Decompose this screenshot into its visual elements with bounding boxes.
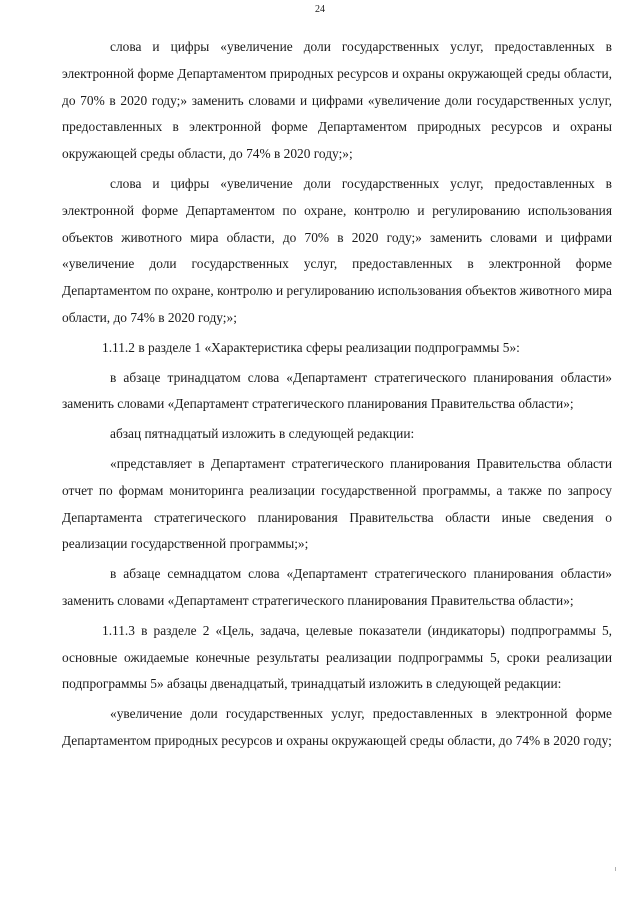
paragraph-3: 1.11.2 в разделе 1 «Характеристика сферы реализации подпрограммы 5»: xyxy=(102,339,520,355)
paragraph-9: «увеличение доли государственных услуг, предоставленных в электронной форме Департаментом природных ресурсов и охраны окружающей среды области, до 74% в 2020 году; xyxy=(62,706,612,748)
scan-edge-mark xyxy=(615,867,616,871)
paragraph-7: в абзаце семнадцатом слова «Департамент стратегического планирования области» заменить словами «Департамент стратегического планирования Правительства области»; xyxy=(62,566,612,608)
paragraph-6: «представляет в Департамент стратегического планирования Правительства области отчет по формам мониторинга реализации государственной программы, а также по запросу Департамента стратегического планирования Правительства области иные сведения о реализации государственной программы;»; xyxy=(62,455,612,552)
paragraph-8: 1.11.3 в разделе 2 «Цель, задача, целевые показатели (индикаторы) подпрограммы 5, основные ожидаемые конечные результаты реализации подпрограммы 5, сроки реализации подпрограммы 5» абзацы двенадцатый, тринадцатый изложить в следующей редакции: xyxy=(62,622,612,692)
page-number: 24 xyxy=(315,4,325,15)
paragraph-5: абзац пятнадцатый изложить в следующей редакции: xyxy=(110,426,415,442)
paragraph-4: в абзаце тринадцатом слова «Департамент стратегического планирования области» заменить словами «Департамент стратегического планирования Правительства области»; xyxy=(62,369,612,412)
paragraph-2: слова и цифры «увеличение доли государственных услуг, предоставленных в электронной форме Департаментом по охране, контролю и регулированию использования объектов животного мира области, до 70% в 2020 году;» заменить словами и цифрами «увеличение доли государственных услуг, предоставленных в электронной форме Департаментом по охране, контролю и регулированию использования объектов животного мира области, до 74% в 2020 году;»; xyxy=(62,175,612,325)
paragraph-1: слова и цифры «увеличение доли государственных услуг, предоставленных в электронной форме Департаментом природных ресурсов и охраны окружающей среды области, до 70% в 2020 году;» заменить словами и цифрами «увеличение доли государственных услуг, предоставленных в электронной форме Департаментом природных ресурсов и охраны окружающей среды области, до 74% в 2020 году;»; xyxy=(62,39,612,162)
document-body xyxy=(62,34,612,755)
